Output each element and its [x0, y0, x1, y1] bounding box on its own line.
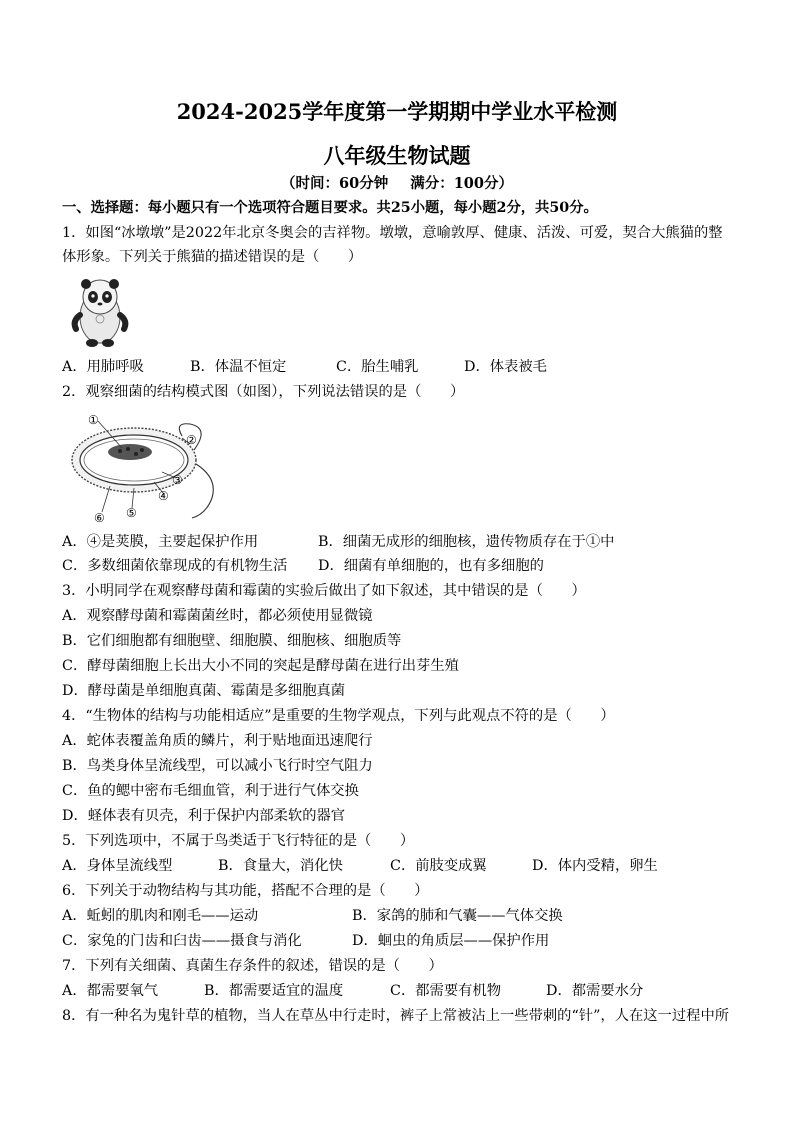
q1-line-2: 体形象。下列关于熊猫的描述错误的是（ ） — [62, 249, 363, 265]
q3-option-d: D．酵母菌是单细胞真菌、霉菌是多细胞真菌 — [62, 683, 346, 699]
q5-option-d: D．体内受精，卵生 — [532, 858, 658, 874]
q8-line-1: 8．有一种名为鬼针草的植物，当人在草丛中行走时，裤子上常被沾上一些带刺的“针”，人在这一过程中所 — [62, 1008, 730, 1024]
q3-option-c: C．酵母菌细胞上长出大小不同的突起是酵母菌在进行出芽生殖 — [62, 658, 459, 674]
q5-line-1: 5．下列选项中，不属于鸟类适于飞行特征的是（ ） — [62, 833, 415, 849]
bacteria-label-1: ① — [88, 413, 99, 427]
page-title: 2024-2025学年度第一学期期中学业水平检测 — [176, 99, 618, 124]
q1-option-b: B．体温不恒定 — [190, 359, 287, 375]
bacteria-label-3: ③ — [172, 473, 183, 487]
page-subtitle: 八年级生物试题 — [323, 143, 471, 168]
q4-option-c: C．鱼的鳃中密布毛细血管，利于进行气体交换 — [62, 783, 359, 799]
q5-option-b: B．食量大，消化快 — [218, 858, 343, 874]
q3-option-a: A．观察酵母菌和霉菌菌丝时，都必须使用显微镜 — [62, 608, 373, 624]
q4-option-a: A．蛇体表覆盖角质的鳞片，利于贴地面迅速爬行 — [62, 733, 373, 749]
q5-option-c: C．前肢变成翼 — [390, 858, 487, 874]
bacteria-label-2: ② — [186, 433, 197, 447]
exam-score: 满分：100分） — [410, 175, 513, 192]
q6-line-1: 6．下列关于动物结构与其功能，搭配不合理的是（ ） — [62, 883, 429, 899]
q1-option-a: A．用肺呼吸 — [62, 359, 144, 375]
q6-option-d: D．蛔虫的角质层——保护作用 — [352, 933, 550, 949]
exam-info — [0, 172, 794, 193]
q7-option-a: A．都需要氧气 — [62, 983, 159, 999]
bacteria-label-5: ⑤ — [126, 506, 137, 520]
section-heading: 一、选择题：每小题只有一个选项符合题目要求。共25小题，每小题2分，共50分。 — [62, 200, 598, 216]
q2-option-d: D．细菌有单细胞的，也有多细胞的 — [318, 558, 544, 574]
q4-line-1: 4．“生物体的结构与功能相适应”是重要的生物学观点，下列与此观点不符的是（ ） — [62, 708, 615, 724]
q5-option-a: A．身体呈流线型 — [62, 858, 173, 874]
q7-option-d: D．都需要水分 — [546, 983, 644, 999]
q7-option-c: C．都需要有机物 — [390, 983, 502, 999]
q4-option-b: B．鸟类身体呈流线型，可以减小飞行时空气阻力 — [62, 758, 373, 774]
panda-mascot-figure — [68, 275, 134, 351]
q1-option-c: C．胎生哺乳 — [336, 359, 419, 375]
q6-option-a: A．蚯蚓的肌肉和刚毛——运动 — [62, 908, 259, 924]
bacteria-label-6: ⑥ — [94, 511, 105, 525]
q2-option-a: A．④是荚膜，主要起保护作用 — [62, 534, 259, 550]
q1-option-d: D．体表被毛 — [464, 359, 547, 375]
q4-option-d: D．蛏体表有贝壳，利于保护内部柔软的器官 — [62, 808, 346, 824]
q2-option-b: B．细菌无成形的细胞核，遗传物质存在于①中 — [318, 534, 615, 550]
q6-option-b: B．家鸽的肺和气囊——气体交换 — [352, 908, 563, 924]
exam-time: （时间：60分钟 — [281, 175, 389, 192]
q3-option-b: B．它们细胞都有细胞壁、细胞膜、细胞核、细胞质等 — [62, 633, 402, 649]
q1-line-1: 1．如图“冰墩墩”是2022年北京冬奥会的吉祥物。墩墩，意喻敦厚、健康、活泼、可爱，契合大熊猫的整 — [62, 225, 723, 241]
q7-line-1: 7．下列有关细菌、真菌生存条件的叙述，错误的是（ ） — [62, 958, 443, 974]
q2-option-c: C．多数细菌依靠现成的有机物生活 — [62, 558, 288, 574]
bacteria-structure-figure — [62, 408, 220, 526]
q7-option-b: B．都需要适宜的温度 — [204, 983, 344, 999]
bacteria-label-4: ④ — [158, 489, 169, 503]
q2-line-1: 2．观察细菌的结构模式图（如图），下列说法错误的是（ ） — [62, 384, 465, 400]
q3-line-1: 3．小明同学在观察酵母菌和霉菌的实验后做出了如下叙述，其中错误的是（ ） — [62, 583, 586, 599]
q6-option-c: C．家兔的门齿和臼齿——摄食与消化 — [62, 933, 302, 949]
